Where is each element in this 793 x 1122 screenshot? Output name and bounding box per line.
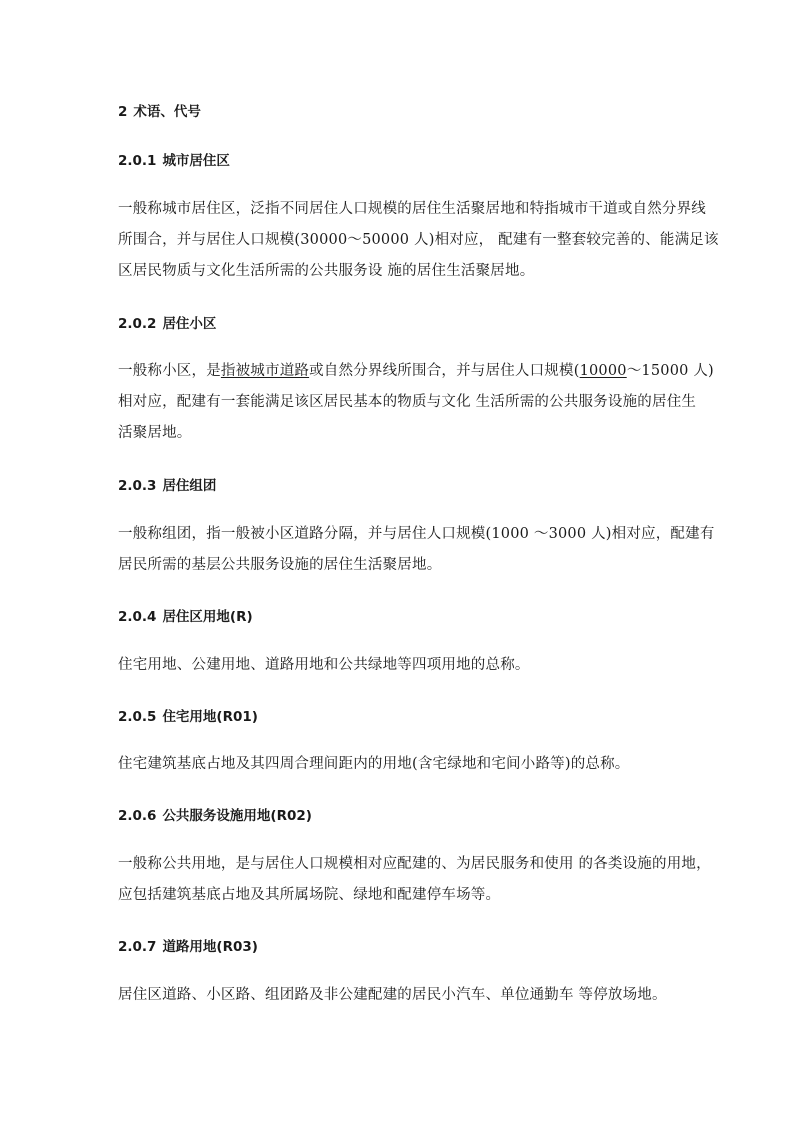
underlined-number: 10000 — [579, 363, 627, 379]
text-run: 或自然分界线所围合，并与居住人口规模( — [309, 363, 580, 379]
body-line: 一般称组团，指一般被小区道路分隔，并与居住人口规模(1000 ～3000 人)相对应，配建有 — [118, 526, 715, 542]
section-body-2-0-1 — [118, 194, 719, 287]
body-line — [118, 356, 714, 387]
body-line: 区居民物质与文化生活所需的公共服务设 施的居住生活聚居地。 — [118, 263, 535, 279]
chapter-number: 2 — [118, 104, 128, 120]
text-run: 一般称小区，是 — [118, 363, 221, 379]
section-title: 道路用地(R03) — [162, 939, 258, 955]
section-heading-2-0-6 — [118, 806, 312, 826]
body-line: 居民所需的基层公共服务设施的居住生活聚居地。 — [118, 557, 442, 573]
body-line: 活聚居地。 — [118, 425, 192, 441]
chapter-heading — [118, 102, 201, 122]
body-line: 住宅建筑基底占地及其四周合理间距内的用地(含宅绿地和宅间小路等)的总称。 — [118, 756, 630, 772]
section-body-2-0-2 — [118, 356, 714, 449]
section-title: 居住组团 — [162, 478, 217, 494]
section-heading-2-0-5 — [118, 707, 258, 727]
section-heading-2-0-7 — [118, 937, 258, 957]
section-title: 居住区用地(R) — [162, 609, 253, 625]
section-number: 2.0.6 — [118, 808, 157, 824]
section-number: 2.0.1 — [118, 153, 157, 169]
section-number: 2.0.5 — [118, 709, 157, 725]
section-body-2-0-5 — [118, 749, 630, 780]
section-heading-2-0-1 — [118, 151, 230, 171]
text-run: ～15000 人) — [626, 363, 714, 379]
section-title: 公共服务设施用地(R02) — [162, 808, 312, 824]
chapter-title: 术语、代号 — [133, 104, 201, 120]
section-title: 城市居住区 — [162, 153, 230, 169]
body-line: 住宅用地、公建用地、道路用地和公共绿地等四项用地的总称。 — [118, 657, 530, 673]
section-title: 住宅用地(R01) — [162, 709, 258, 725]
underlined-term: 指被城市道路 — [220, 363, 310, 379]
section-number: 2.0.4 — [118, 609, 157, 625]
body-line: 相对应，配建有一套能满足该区居民基本的物质与文化 生活所需的公共服务设施的居住生 — [118, 394, 697, 410]
section-number: 2.0.3 — [118, 478, 157, 494]
body-line: 所围合，并与居住人口规模(30000～50000 人)相对应， 配建有一整套较完善的、能满足该 — [118, 232, 719, 248]
body-line: 一般称城市居住区，泛指不同居住人口规模的居住生活聚居地和特指城市干道或自然分界线 — [118, 201, 706, 217]
body-line: 居住区道路、小区路、组团路及非公建配建的居民小汽车、单位通勤车 等停放场地。 — [118, 987, 667, 1003]
section-number: 2.0.2 — [118, 316, 157, 332]
body-line: 一般称公共用地，是与居住人口规模相对应配建的、为居民服务和使用 的各类设施的用地， — [118, 856, 711, 872]
section-body-2-0-7 — [118, 980, 667, 1011]
section-title: 居住小区 — [162, 316, 217, 332]
section-body-2-0-3 — [118, 519, 715, 581]
section-heading-2-0-2 — [118, 314, 216, 334]
section-body-2-0-6 — [118, 849, 711, 911]
body-line: 应包括建筑基底占地及其所属场院、绿地和配建停车场等。 — [118, 887, 501, 903]
section-body-2-0-4 — [118, 650, 530, 681]
section-heading-2-0-4 — [118, 607, 253, 627]
section-heading-2-0-3 — [118, 476, 216, 496]
section-number: 2.0.7 — [118, 939, 157, 955]
